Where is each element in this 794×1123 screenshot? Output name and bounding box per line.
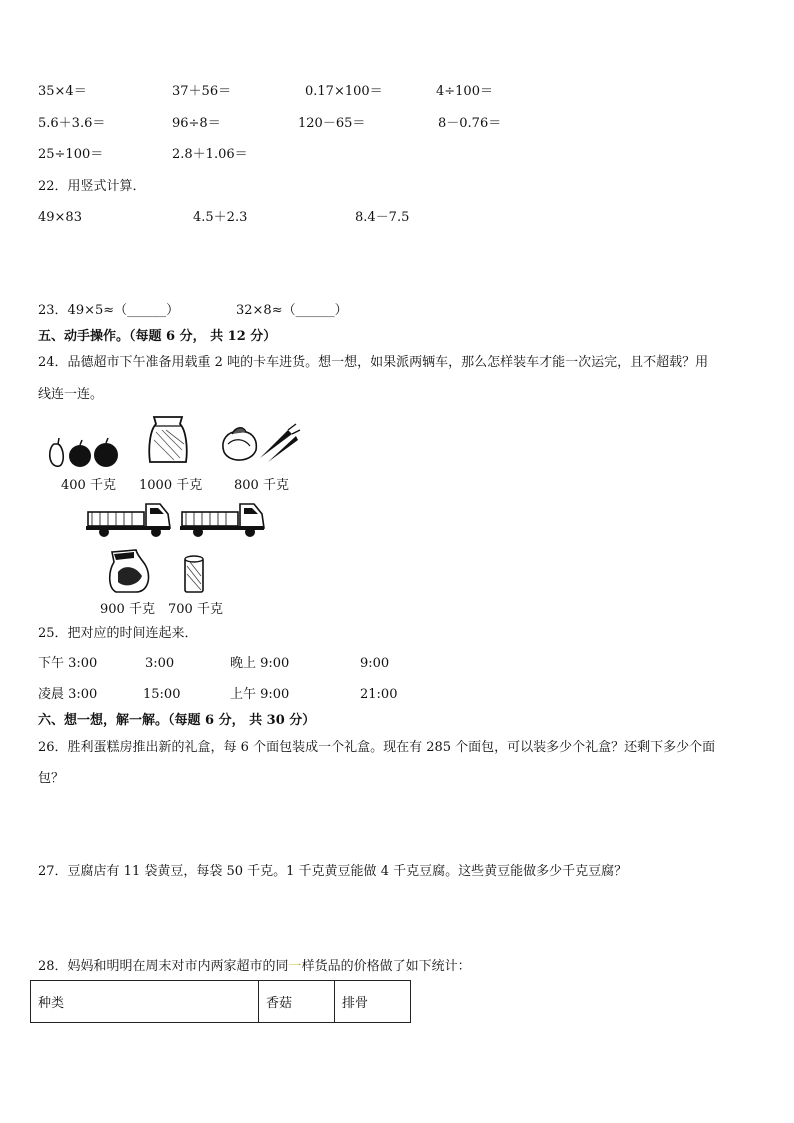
grain-sack-icon — [146, 414, 190, 466]
question-23-b: 32×8≈（______） — [236, 303, 348, 318]
time-item: 下午 3:00 — [38, 656, 98, 671]
calc-item: 35×4＝ — [38, 84, 87, 99]
calc-item: 120－65＝ — [298, 116, 366, 131]
vertical-calc-item: 4.5＋2.3 — [193, 210, 248, 225]
time-item: 9:00 — [360, 656, 390, 671]
weight-label: 800 千克 — [234, 478, 289, 493]
weight-label: 1000 千克 — [139, 478, 203, 493]
table-header-cell: 排骨 — [335, 981, 411, 1023]
question-27: 27．豆腐店有 11 袋黄豆，每袋 50 千克。1 千克黄豆能做 4 千克豆腐。这些黄豆能做多少千克豆腐？ — [38, 864, 628, 879]
time-item: 晚上 9:00 — [230, 656, 290, 671]
calc-item: 8－0.76＝ — [438, 116, 502, 131]
time-item: 21:00 — [360, 687, 398, 702]
time-item: 凌晨 3:00 — [38, 687, 98, 702]
weight-label: 400 千克 — [61, 478, 116, 493]
table-row — [31, 981, 411, 1023]
section-5-heading: 五、动手操作。（每题 6 分， 共 12 分） — [38, 329, 277, 344]
calc-item: 37＋56＝ — [172, 84, 232, 99]
calc-item: 96÷8＝ — [172, 116, 221, 131]
question-25-title: 25．把对应的时间连起来． — [38, 626, 198, 641]
truck-icon — [84, 500, 174, 538]
weight-label: 900 千克 — [100, 602, 155, 617]
vegetables-icon — [218, 422, 302, 468]
fruit-icon — [46, 430, 122, 470]
can-icon — [182, 554, 206, 594]
price-table — [30, 980, 411, 1023]
table-header-cell: 种类 — [31, 981, 259, 1023]
calc-item: 2.8＋1.06＝ — [172, 147, 248, 162]
highlight-mark: 一 — [288, 959, 302, 974]
truck-icon — [178, 500, 268, 538]
vertical-calc-item: 8.4－7.5 — [355, 210, 410, 225]
calc-item: 0.17×100＝ — [305, 84, 383, 99]
question-24-line1: 24．品德超市下午准备用载重 2 吨的卡车进货。想一想，如果派两辆车，那么怎样装车才能一次运完，且不超载？用 — [38, 355, 709, 370]
section-6-heading: 六、想一想，解一解。（每题 6 分， 共 30 分） — [38, 713, 316, 728]
time-item: 3:00 — [145, 656, 175, 671]
question-26-line1: 26．胜利蛋糕房推出新的礼盒，每 6 个面包装成一个礼盒。现在有 285 个面包，可以装多少个礼盒？还剩下多少个面 — [38, 740, 716, 755]
question-23-a: 23．49×5≈（______） — [38, 303, 180, 318]
weight-label: 700 千克 — [168, 602, 223, 617]
question-22-title: 22．用竖式计算． — [38, 179, 146, 194]
sack-icon — [106, 548, 152, 596]
calc-item: 5.6＋3.6＝ — [38, 116, 106, 131]
time-item: 15:00 — [143, 687, 181, 702]
question-26-line2: 包？ — [38, 771, 65, 786]
calc-item: 25÷100＝ — [38, 147, 104, 162]
vertical-calc-item: 49×83 — [38, 210, 82, 225]
time-item: 上午 9:00 — [230, 687, 290, 702]
question-24-line2: 线连一连。 — [38, 387, 104, 402]
table-header-cell: 香菇 — [259, 981, 335, 1023]
calc-item: 4÷100＝ — [436, 84, 493, 99]
question-28: 28．妈妈和明明在周末对市内两家超市的同一样货品的价格做了如下统计： — [38, 959, 471, 974]
